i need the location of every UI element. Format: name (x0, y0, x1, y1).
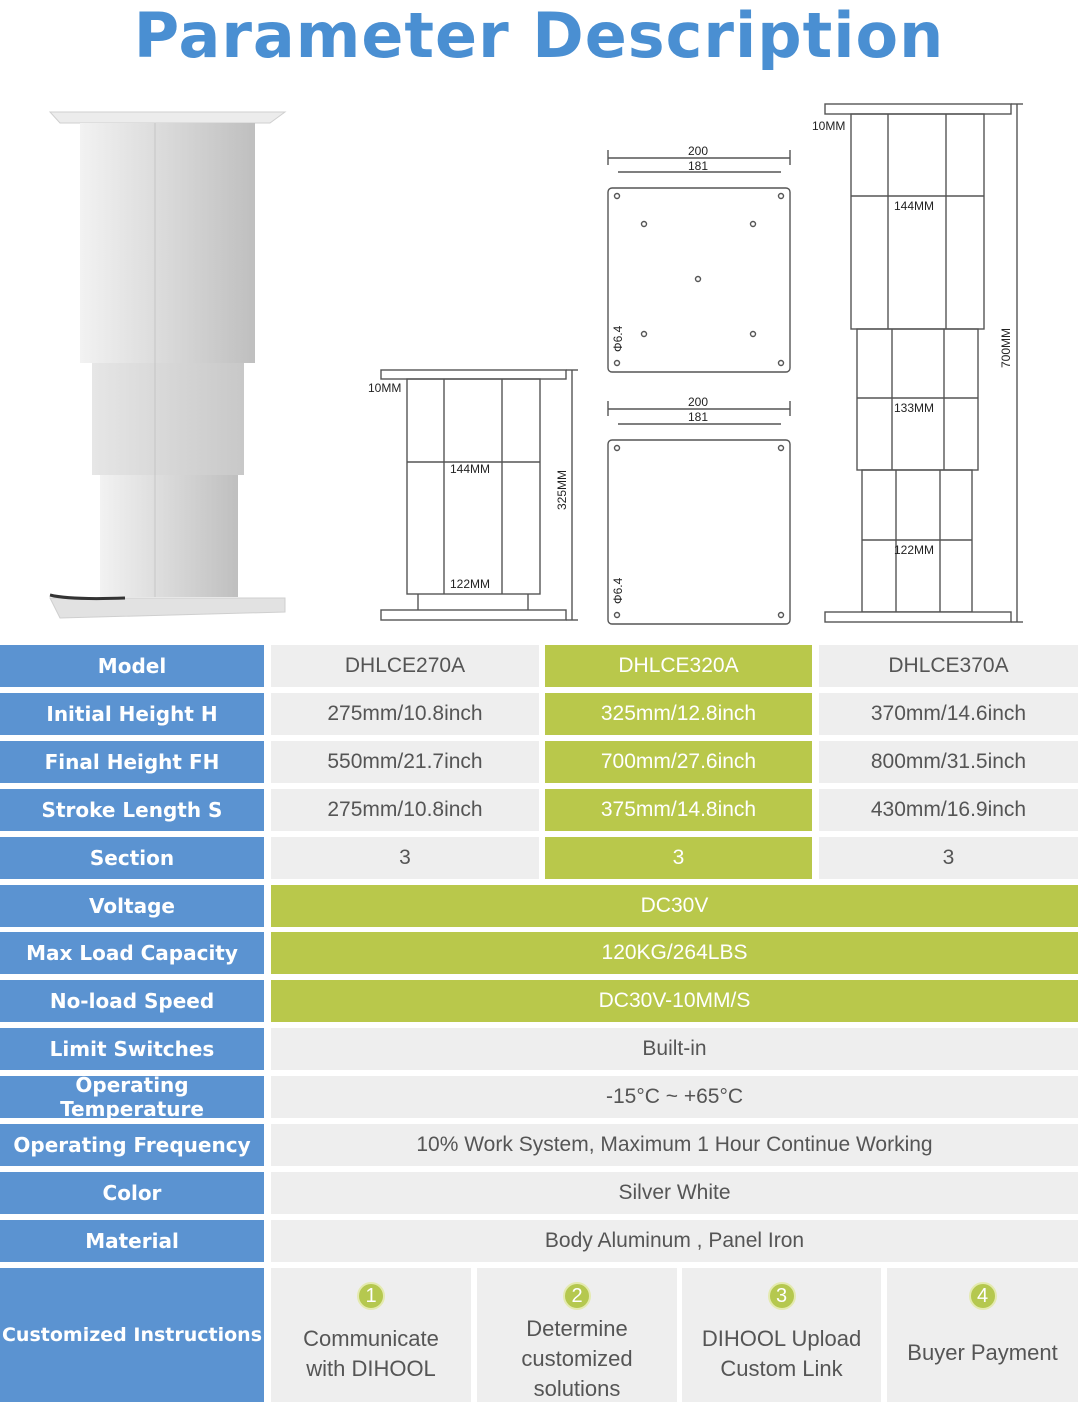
bottom-plate-inner-dim: 181 (688, 410, 709, 424)
top-plate-outer-dim: 200 (688, 144, 709, 158)
cell-section-1: 3 (271, 837, 539, 879)
row-label-material: Material (0, 1220, 264, 1262)
small-bottom-dim: 122MM (450, 577, 491, 591)
tall-width2-dim: 133MM (894, 401, 935, 415)
cell-operating-temperature: -15°C ~ +65°C (271, 1076, 1078, 1118)
cell-stroke-length-2: 375mm/14.8inch (545, 789, 812, 831)
cell-final-height-1: 550mm/21.7inch (271, 741, 539, 783)
step-3 (682, 1268, 881, 1402)
row-label-stroke-length: Stroke Length S (0, 789, 264, 831)
row-label-model: Model (0, 645, 264, 687)
top-plate-inner-dim: 181 (688, 159, 709, 173)
page-title: Parameter Description (133, 0, 945, 72)
cell-initial-height-2: 325mm/12.8inch (545, 693, 812, 735)
row-label-customized-instructions: Customized Instructions (0, 1268, 264, 1402)
tall-top-dim: 10MM (812, 119, 846, 133)
row-label-no-load-speed: No-load Speed (0, 980, 264, 1022)
cell-final-height-3: 800mm/31.5inch (819, 741, 1078, 783)
product-diagrams (0, 90, 1078, 640)
cell-stroke-length-3: 430mm/16.9inch (819, 789, 1078, 831)
step-1 (271, 1268, 471, 1402)
cell-material: Body Aluminum , Panel Iron (271, 1220, 1078, 1262)
step-text-4: Buyer Payment (907, 1340, 1058, 1365)
step-number-4: 4 (969, 1282, 997, 1310)
step-text-3: DIHOOL Upload Custom Link (701, 1326, 862, 1381)
cell-model-2: DHLCE320A (545, 645, 812, 687)
product-photo (50, 112, 285, 618)
cell-color: Silver White (271, 1172, 1078, 1214)
cell-model-1: DHLCE270A (271, 645, 539, 687)
step-2 (477, 1268, 677, 1402)
cell-max-load: 120KG/264LBS (271, 932, 1078, 974)
cell-section-2: 3 (545, 837, 812, 879)
cell-initial-height-3: 370mm/14.6inch (819, 693, 1078, 735)
cell-voltage: DC30V (271, 885, 1078, 927)
step-number-3: 3 (768, 1282, 796, 1310)
dimension-drawings (0, 90, 1078, 640)
small-width-dim: 144MM (450, 462, 491, 476)
step-number-1: 1 (357, 1282, 385, 1310)
top-plate-hole-dim: Φ6.4 (611, 325, 625, 352)
row-label-limit-switches: Limit Switches (0, 1028, 264, 1070)
step-text-1: Communicate with DIHOOL (303, 1326, 439, 1381)
cell-stroke-length-1: 275mm/10.8inch (271, 789, 539, 831)
row-label-operating-temperature: Operating Temperature (0, 1076, 264, 1118)
row-label-initial-height: Initial Height H (0, 693, 264, 735)
cell-operating-frequency: 10% Work System, Maximum 1 Hour Continue Working (271, 1124, 1078, 1166)
step-text-2: Determine customized solutions (521, 1316, 633, 1401)
row-label-max-load: Max Load Capacity (0, 932, 264, 974)
bottom-plate-drawing (608, 401, 790, 624)
row-label-operating-frequency: Operating Frequency (0, 1124, 264, 1166)
top-plate-drawing (608, 150, 790, 372)
row-label-voltage: Voltage (0, 885, 264, 927)
row-label-color: Color (0, 1172, 264, 1214)
cell-section-3: 3 (819, 837, 1078, 879)
bottom-plate-hole-dim: Φ6.4 (611, 577, 625, 604)
cell-initial-height-1: 275mm/10.8inch (271, 693, 539, 735)
step-4 (887, 1268, 1078, 1402)
cell-model-3: DHLCE370A (819, 645, 1078, 687)
tall-width1-dim: 144MM (894, 199, 935, 213)
tall-height-dim: 700MM (999, 327, 1013, 368)
small-top-dim: 10MM (368, 381, 402, 395)
row-label-final-height: Final Height FH (0, 741, 264, 783)
tall-width3-dim: 122MM (894, 543, 935, 557)
cell-limit-switches: Built-in (271, 1028, 1078, 1070)
row-label-section: Section (0, 837, 264, 879)
cell-final-height-2: 700mm/27.6inch (545, 741, 812, 783)
bottom-plate-outer-dim: 200 (688, 395, 709, 409)
step-number-2: 2 (563, 1282, 591, 1310)
small-height-dim: 325MM (555, 469, 569, 510)
cell-no-load-speed: DC30V-10MM/S (271, 980, 1078, 1022)
